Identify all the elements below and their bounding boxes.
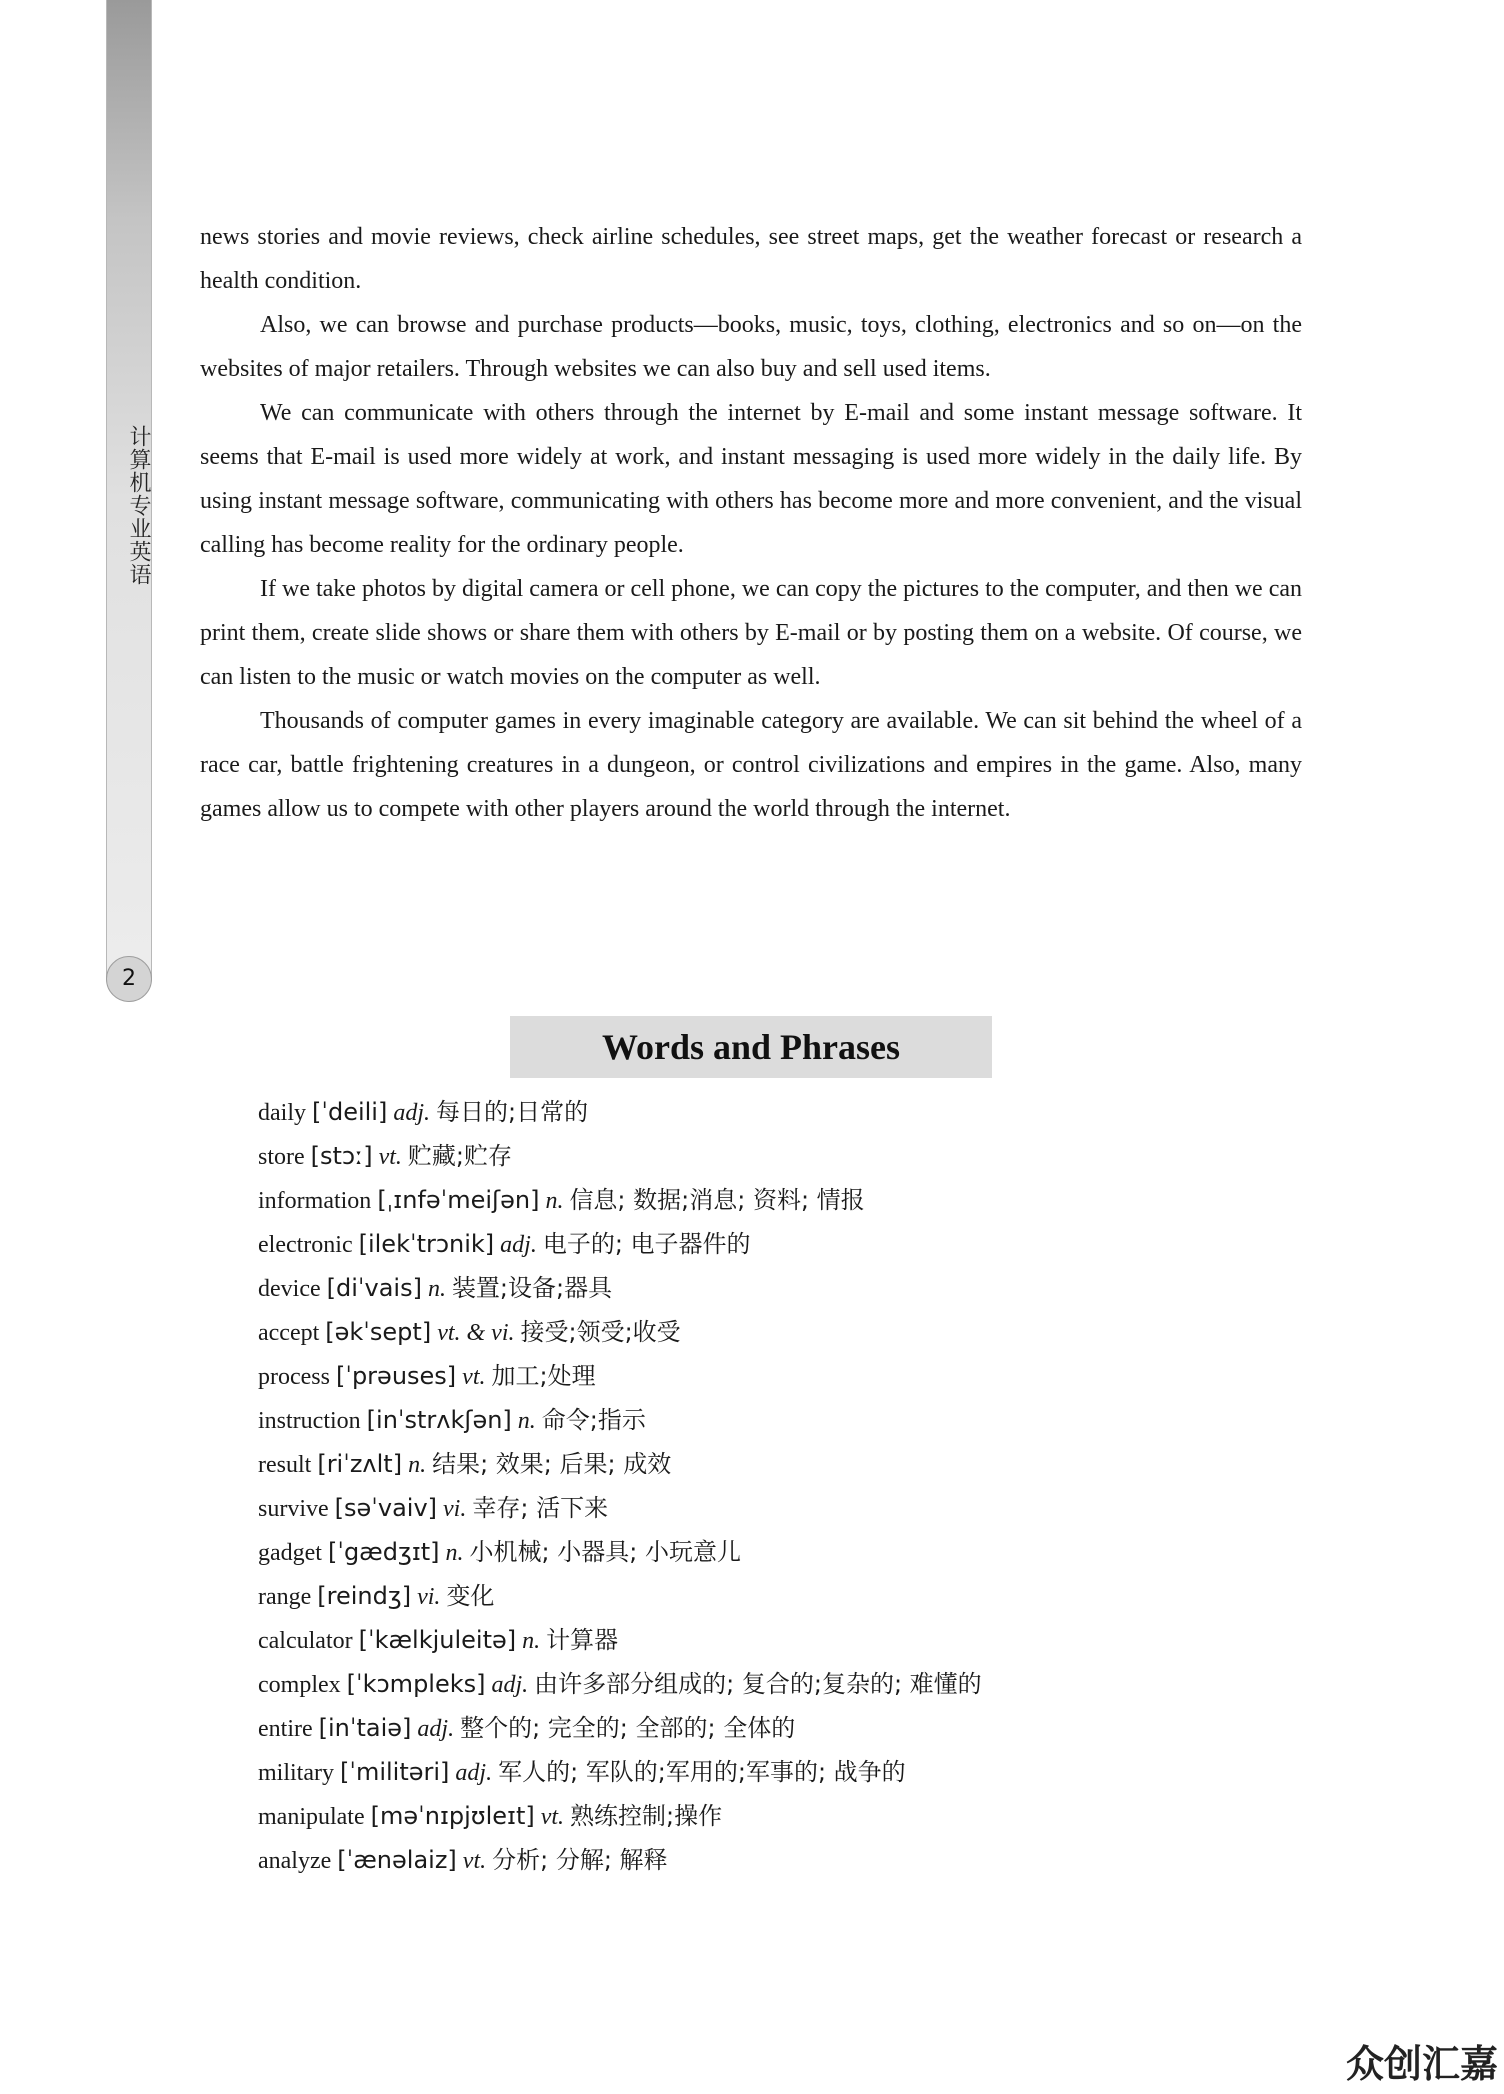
vocab-pos: vt.	[462, 1364, 486, 1390]
vocab-word: accept	[258, 1320, 320, 1346]
vocab-word: store	[258, 1144, 305, 1170]
vocab-entry	[258, 1750, 1258, 1794]
section-title: Words and Phrases	[510, 1016, 992, 1078]
vocab-phonetic: [ˈgædʒɪt]	[327, 1538, 440, 1566]
vocab-meaning: 电子的; 电子器件的	[542, 1230, 751, 1258]
vocab-entry	[258, 1794, 1258, 1838]
vocab-entry	[258, 1618, 1258, 1662]
vocab-entry	[258, 1486, 1258, 1530]
vocab-phonetic: [stɔː]	[310, 1142, 373, 1170]
vocab-word: entire	[258, 1716, 313, 1742]
paragraph: If we take photos by digital camera or cell phone, we can copy the pictures to the computer, and then we can print them, create slide shows or share them with others by E-mail or by posting them on a website. Of course, we can listen to the music or watch movies on the computer as well.	[200, 576, 1302, 690]
vocab-pos: vt.	[378, 1144, 402, 1170]
vocab-pos: n.	[517, 1408, 536, 1434]
vocab-meaning: 每日的;日常的	[436, 1098, 589, 1126]
vocab-phonetic: [ˈkælkjuleitə]	[358, 1626, 517, 1654]
vocab-meaning: 由许多部分组成的; 复合的;复杂的; 难懂的	[534, 1670, 982, 1698]
paragraph: Thousands of computer games in every imaginable category are available. We can sit behind the wheel of a race car, battle frightening creatures in a dungeon, or control civilizations and empires in the game. Also, many games allow us to compete with other players around the world through the internet.	[200, 708, 1302, 822]
vocab-entry	[258, 1706, 1258, 1750]
vocab-entry	[258, 1398, 1258, 1442]
vocab-pos: adj.	[500, 1232, 537, 1258]
vocab-word: daily	[258, 1100, 306, 1126]
vocab-entry	[258, 1442, 1258, 1486]
vocab-phonetic: [ˈænəlaiz]	[337, 1846, 457, 1874]
vocab-phonetic: [ˈprəuses]	[335, 1362, 457, 1390]
vocab-meaning: 整个的; 完全的; 全部的; 全体的	[460, 1714, 796, 1742]
vocab-pos: adj.	[455, 1760, 493, 1786]
vocab-phonetic: [ilekˈtrɔnik]	[358, 1230, 495, 1258]
vocab-phonetic: [məˈnɪpjʊleɪt]	[370, 1802, 535, 1830]
vocab-word: process	[258, 1364, 330, 1390]
vocab-entry	[258, 1530, 1258, 1574]
vocab-meaning: 接受;领受;收受	[520, 1318, 681, 1346]
vocab-phonetic: [ˈkɔmpleks]	[346, 1670, 486, 1698]
vocabulary-list	[258, 1090, 1258, 1882]
vocab-pos: n.	[408, 1452, 427, 1478]
vocab-meaning: 信息; 数据;消息; 资料; 情报	[569, 1186, 865, 1214]
vocab-pos: n.	[545, 1188, 564, 1214]
vocab-meaning: 结果; 效果; 后果; 成效	[432, 1450, 672, 1478]
vocab-pos: adj.	[491, 1672, 529, 1698]
vocab-word: military	[258, 1760, 334, 1786]
vocab-meaning: 变化	[446, 1582, 495, 1610]
vocab-meaning: 军人的; 军队的;军用的;军事的; 战争的	[498, 1758, 906, 1786]
vocab-word: survive	[258, 1496, 329, 1522]
vocab-pos: adj.	[393, 1100, 430, 1126]
vocab-entry	[258, 1090, 1258, 1134]
vocab-phonetic: [inˈstrʌkʃən]	[366, 1406, 512, 1434]
vocab-pos: n.	[522, 1628, 541, 1654]
vocab-entry	[258, 1134, 1258, 1178]
vocab-word: gadget	[258, 1540, 322, 1566]
vocab-phonetic: [ˈmilitəri]	[339, 1758, 450, 1786]
vocab-meaning: 加工;处理	[491, 1362, 596, 1390]
vocab-meaning: 装置;设备;器具	[451, 1274, 613, 1302]
vocab-meaning: 小机械; 小器具; 小玩意儿	[469, 1538, 741, 1566]
vocab-phonetic: [səˈvaiv]	[334, 1494, 438, 1522]
vocab-pos: n.	[445, 1540, 464, 1566]
vocab-entry	[258, 1222, 1258, 1266]
vocab-phonetic: [ˈdeili]	[312, 1098, 388, 1126]
vocab-phonetic: [reindʒ]	[317, 1582, 412, 1610]
book-title-vertical: 计算机专业英语	[126, 425, 151, 586]
vocab-word: manipulate	[258, 1804, 365, 1830]
vocab-pos: vi.	[417, 1584, 441, 1610]
vocab-meaning: 分析; 分解; 解释	[492, 1846, 668, 1874]
vocab-entry	[258, 1310, 1258, 1354]
vocab-phonetic: [diˈvais]	[326, 1274, 422, 1302]
vocab-entry	[258, 1178, 1258, 1222]
vocab-meaning: 命令;指示	[541, 1406, 646, 1434]
vocab-phonetic: [ˌɪnfəˈmeiʃən]	[377, 1186, 540, 1214]
vocab-word: information	[258, 1188, 372, 1214]
vocab-pos: vt.	[462, 1848, 487, 1874]
vocab-word: instruction	[258, 1408, 361, 1434]
vocab-entry	[258, 1662, 1258, 1706]
vocab-word: range	[258, 1584, 312, 1610]
vocab-entry	[258, 1574, 1258, 1618]
vocab-pos: adj.	[417, 1716, 455, 1742]
vocab-pos: vt.	[540, 1804, 565, 1830]
chapter-sidebar	[106, 0, 152, 1000]
paragraph: We can communicate with others through the internet by E-mail and some instant message software. It seems that E-mail is used more widely at work, and instant messaging is used more widely in the daily life. By using instant message software, communicating with others has become more and more convenient, and the visual calling has become reality for the ordinary people.	[200, 400, 1302, 558]
vocab-word: calculator	[258, 1628, 353, 1654]
vocab-meaning: 幸存; 活下来	[472, 1494, 609, 1522]
paragraph: Also, we can browse and purchase products—books, music, toys, clothing, electronics and so on—on the websites of major retailers. Through websites we can also buy and sell used items.	[200, 312, 1302, 382]
publisher-watermark: 众创汇嘉	[1345, 2042, 1498, 2086]
vocab-pos: vt. & vi.	[437, 1320, 515, 1346]
body-text	[200, 215, 1302, 831]
vocab-word: electronic	[258, 1232, 353, 1258]
vocab-pos: n.	[427, 1276, 446, 1302]
vocab-meaning: 计算器	[546, 1626, 619, 1654]
vocab-meaning: 贮藏;贮存	[407, 1142, 512, 1170]
vocab-meaning: 熟练控制;操作	[570, 1802, 723, 1830]
vocab-entry	[258, 1266, 1258, 1310]
vocab-entry	[258, 1838, 1258, 1882]
vocab-entry	[258, 1354, 1258, 1398]
vocab-word: complex	[258, 1672, 341, 1698]
vocab-word: result	[258, 1452, 312, 1478]
paragraph: news stories and movie reviews, check airline schedules, see street maps, get the weather forecast or research a health condition.	[200, 224, 1302, 294]
page-number-badge: 2	[106, 956, 152, 1002]
vocab-phonetic: [inˈtaiə]	[318, 1714, 412, 1742]
vocab-phonetic: [əkˈsept]	[325, 1318, 432, 1346]
vocab-word: device	[258, 1276, 321, 1302]
vocab-pos: vi.	[443, 1496, 467, 1522]
vocab-word: analyze	[258, 1848, 332, 1874]
vocab-phonetic: [riˈzʌlt]	[317, 1450, 403, 1478]
